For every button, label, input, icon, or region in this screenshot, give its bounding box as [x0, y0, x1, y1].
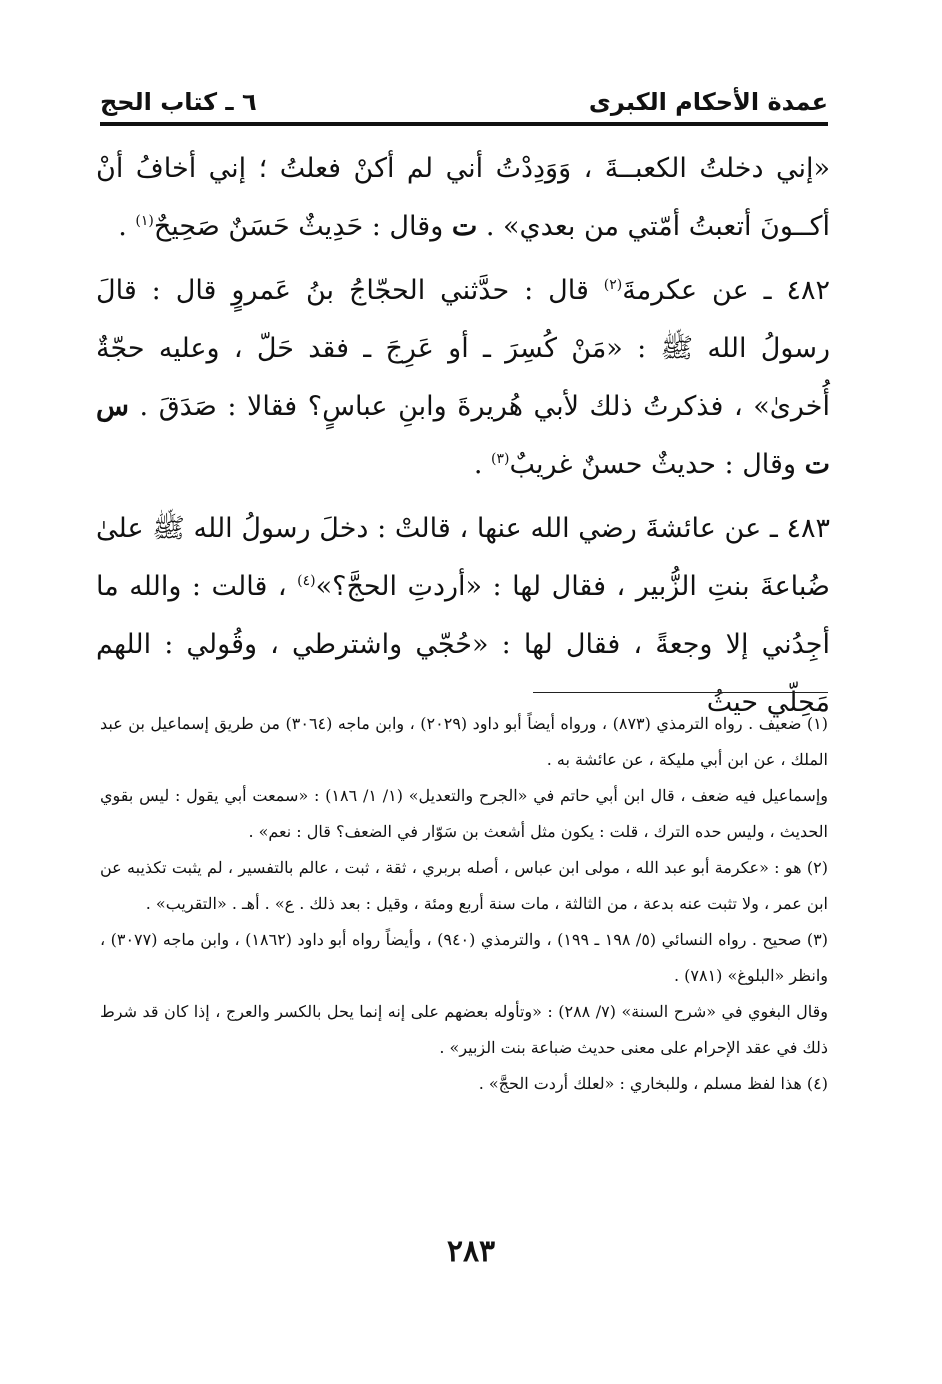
footnote-3: (٣) صحيح . رواه النسائي (٥/ ١٩٨ ـ ١٩٩) ، والترمذي (٩٤٠) ، وأيضاً رواه أبو داود (١٨٦٢) ، وابن ماجه (٣٠٧٧) ، وانظر «البلوغ» (٧٨١) .: [100, 930, 829, 985]
running-header: [100, 78, 828, 126]
text-segment: وقال : حَدِيثٌ حَسَنٌ صَحِيحٌ: [153, 211, 444, 242]
text-segment: ، قالت : والله ما أجِدُني إلا وجعةً ، فقال لها : «حُجّي واشترطي ، وقُولي : اللهم مَحِلّي حيثُ: [96, 571, 830, 718]
footnote-4: (٤) هذا لفظ مسلم ، وللبخاري : «لعلك أردت الحجَّ» .: [478, 1074, 828, 1093]
footnote-2: (٢) هو : «عكرمة أبو عبد الله ، مولى ابن عباس ، أصله بربري ، ثقة ، ثبت ، عالم بالتفسير ، لم يثبت تكذيبه عن ابن عمر ، ولا تثبت عنه بدعة ، من الثالثة ، مات سنة أربع ومئة ، وقيل : بعد ذلك . ع» . أهـ . «التقريب» .: [100, 858, 828, 913]
footnote-ref[interactable]: (٤): [297, 573, 316, 589]
paragraph-hadith-483: [96, 500, 830, 732]
footnotes: [100, 706, 828, 1102]
main-text: [96, 140, 830, 732]
text-segment: ٤٨٢ ـ عن عكرمةَ: [622, 275, 830, 306]
page-number: ٢٨٣: [446, 1234, 496, 1269]
text-segment: .: [118, 211, 136, 242]
footnote-ref[interactable]: (١): [135, 213, 154, 229]
text-segment: وقال : حديثٌ حسنٌ غريبٌ: [509, 449, 796, 480]
book-title: عمدة الأحكام الكبرى: [588, 88, 828, 116]
footnote-ref[interactable]: (٣): [491, 451, 510, 467]
source-sigla: ت: [451, 211, 478, 242]
chapter-title: ٦ ـ كتاب الحج: [100, 88, 257, 116]
footnote-separator: [533, 692, 828, 693]
paragraph-hadith-482: [96, 262, 830, 494]
text-segment: .: [473, 449, 492, 480]
text-segment: قال : حدَّثني الحجّاجُ بنُ عَمروٍ قال : قالَ رسولُ الله ﷺ : «مَنْ كُسِرَ ـ أو عَرِجَ ـ فقد حَلّ ، وعليه حجّةٌ أُخرىٰ» ، فذكرتُ ذلك لأبي هُريرةَ وابنِ عباسٍ؟ فقالا : صَدَقَ .: [96, 275, 830, 422]
paragraph-hadith-481-end: [96, 140, 830, 256]
text-segment: «إني دخلتُ الكعبــةَ ، وَوَدِدْتُ أني لم أكنْ فعلتُ ؛ إني أخافُ أنْ أكــونَ أتعبتُ أمّتي من بعدي» .: [96, 153, 830, 242]
footnote-1-continued: وإسماعيل فيه ضعف ، قال ابن أبي حاتم في «الجرح والتعديل» (١/ ١/ ١٨٦) : «سمعت أبي يقول : ليس بقوي الحديث ، وليس حده الترك ، قلت : يكون مثل أشعث بن سَوّار في الضعف؟ قال : نعم» .: [100, 786, 829, 841]
footnote-3-continued: وقال البغوي في «شرح السنة» (٧/ ٢٨٨) : «وتأوله بعضهم على إنه إنما يحل بالكسر والعرج ، إذا كان قد شرط ذلك في عقد الإحرام على معنى حديث ضباعة بنت الزبير» .: [100, 1002, 828, 1057]
text-segment: ٤٨٣ ـ عن عائشةَ رضي الله عنها ، قالتْ : دخلَ رسولُ الله ﷺ علىٰ ضُباعةَ بنتِ الزُّبير ، فقال لها : «أردتِ الحجَّ؟»: [96, 513, 830, 602]
footnote-1: (١) ضعيف . رواه الترمذي (٨٧٣) ، ورواه أيضاً أبو داود (٢٠٢٩) ، وابن ماجه (٣٠٦٤) من طريق إسماعيل بن عبد الملك ، عن ابن أبي مليكة ، عن عائشة به .: [100, 714, 829, 769]
footnote-ref[interactable]: (٢): [603, 277, 623, 293]
source-sigla: س ت: [96, 391, 830, 480]
